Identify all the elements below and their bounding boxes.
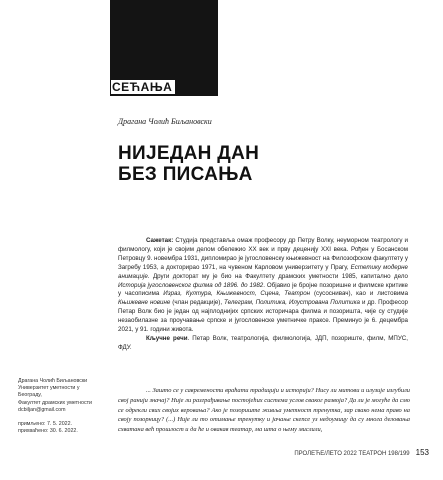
abstract-italic: Естетику модерне анимације xyxy=(118,263,408,280)
keywords-label: Кључне речи xyxy=(146,334,188,342)
abstract-italic: Историја југословенског филма од 1896. до 1982 xyxy=(118,281,264,289)
article-title-line-1: НИЈЕДАН ДАН xyxy=(118,143,260,164)
author-info-line: Универзитет уметности у xyxy=(18,385,80,392)
page-number: 153 xyxy=(415,448,429,457)
author-info-line: Факултет драмских уметности xyxy=(18,399,93,406)
author-info xyxy=(18,378,113,435)
abstract-text: (сусоснивач), као и листовима xyxy=(310,290,409,298)
abstract-paragraph xyxy=(118,237,408,335)
spacer xyxy=(18,414,113,421)
body-paragraph: ... Зашто се у савремености враћати традицији и историји? Нису ли митови и илузије изгубили свој ранији значај? Није ли разграђивање постојећих система услов сваког развоја? Да ли је могуће да смо се одрекли свих својих веровања? Ако је позориште живља уметност тренутка, зар свако нема право на своју позорницу? (...) Није ли то отимање тренутку и јачање скепсе уз недоумицу да су многа деловања схватана већ прошлост и да ће и овакав театар, ма шта о њему мислили, xyxy=(118,387,410,434)
page-footer xyxy=(294,448,429,457)
abstract-italic: Књижевне новине xyxy=(118,299,171,307)
author-info-line: Београду, xyxy=(18,392,42,399)
article-title xyxy=(118,143,259,185)
abstract xyxy=(118,237,408,353)
abstract-label: Сажетак: xyxy=(146,237,174,244)
abstract-text: . Други докторат му је био на Факултету драмских уметности 1985, капитално дело xyxy=(147,272,408,280)
abstract-text: . Објавио је бројне позоришне и филмске критике у часописима xyxy=(118,281,408,298)
author-info-line: Драгана Чолић Биљановски xyxy=(18,378,88,384)
abstract-text: (члан редакције), xyxy=(170,299,225,307)
abstract-italic: Израз, Култура, Књижевност, Сцена, Театрон xyxy=(163,290,311,298)
journal-issue: ПРОЛЕЋЕ/ЛЕТО 2022 ТЕАТРОН 198/199 xyxy=(294,451,410,457)
abstract-text: Студија представља омаж професору др Петру Волку, неуморном театрологу и филмологу, који је својим делом обележио XX век и прву деценију XXI века. Рођен у Босанском Петровцу 9. новембра 1931, дипломирао је југословенску књижевност на Филозофском факултету у Загребу 1953, а докторирао 1971, на чувеном Карловом универзитету у Прагу, xyxy=(118,237,408,271)
author-email: dcbiljan@gmail.com xyxy=(18,406,66,413)
abstract-italic: Телеграм, Политика, Илустрована Политика xyxy=(224,299,360,307)
accepted-date: прихваћено: 30. 6. 2022. xyxy=(18,428,78,435)
article-title-line-2: БЕЗ ПИСАЊА xyxy=(118,164,253,185)
article-author: Драгана Чолић Биљановски xyxy=(118,117,212,126)
keywords-text: . Петар Волк, театрологија, филмологија, ЈДП, позориште, филм, МПУС, ФДУ. xyxy=(118,334,408,351)
abstract-text: и др. Професор Петар Волк био је један од најплоднијих српских историчара филма и позоришта, чије су студије незаобилазне за проучавање српске и југословенске уметничке праксе. Преминуо је 6. децембра 2021, у 91. години живота. xyxy=(118,299,408,334)
received-date: примљено: 7. 5. 2022. xyxy=(18,421,73,428)
keywords-paragraph xyxy=(118,335,408,353)
section-title: СЕЋАЊА xyxy=(111,80,175,94)
